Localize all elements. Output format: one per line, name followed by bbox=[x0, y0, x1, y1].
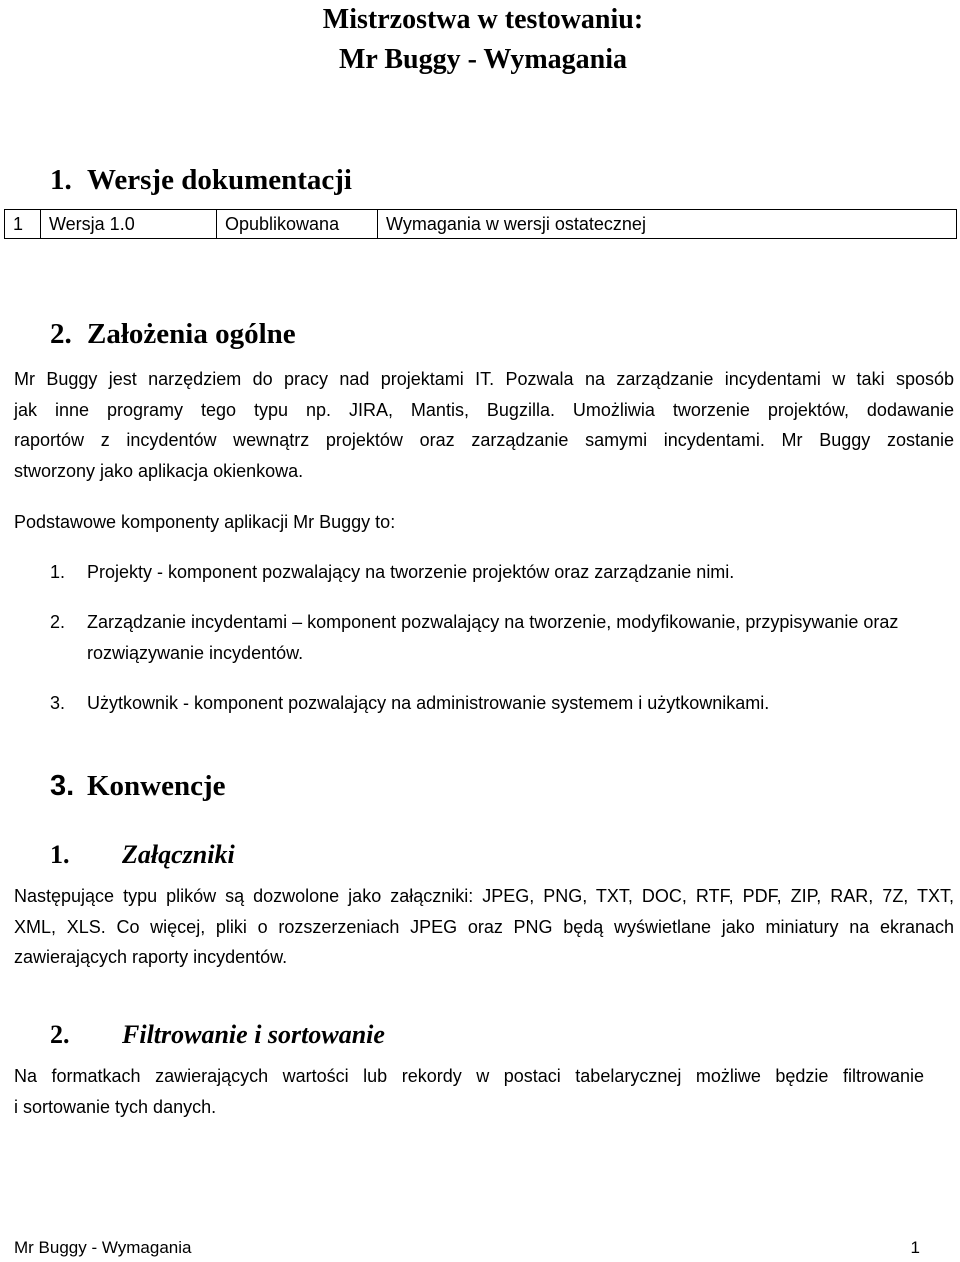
text-line: zawierających raporty incydentów. bbox=[14, 947, 288, 967]
general-description bbox=[14, 364, 954, 486]
table-cell-description: Wymagania w wersji ostatecznej bbox=[378, 210, 957, 239]
list-number: 2. bbox=[50, 612, 66, 632]
table-cell-status: Opublikowana bbox=[217, 210, 378, 239]
footer-title: Mr Buggy - Wymagania bbox=[14, 1238, 192, 1257]
section-title: Wersje dokumentacji bbox=[87, 164, 352, 196]
list-item bbox=[50, 688, 955, 719]
page-number: 1 bbox=[910, 1238, 920, 1257]
filtering-description bbox=[14, 1061, 924, 1122]
section-number: 3. bbox=[50, 770, 75, 802]
list-text: Użytkownik - komponent pozwalający na administrowanie systemem i użytkownikami. bbox=[87, 693, 770, 713]
page-title-line-2: Mr Buggy - Wymagania bbox=[338, 44, 628, 75]
list-item bbox=[50, 607, 955, 669]
section-title: Założenia ogólne bbox=[87, 318, 296, 350]
section-heading-versions bbox=[50, 162, 352, 198]
page-title bbox=[0, 0, 960, 80]
section-heading-general bbox=[50, 316, 296, 352]
section-number: 2. bbox=[50, 318, 72, 350]
section-heading-conventions bbox=[50, 768, 226, 804]
table-row bbox=[5, 210, 957, 239]
text-line: stworzony jako aplikacja okienkowa. bbox=[14, 460, 304, 481]
page-footer bbox=[14, 1235, 920, 1261]
subsection-title: Załączniki bbox=[122, 840, 235, 869]
text-line: raportów z incydentów wewnątrz projektów oraz zarządzanie samymi incydentami. Mr Buggy zostanie bbox=[14, 430, 954, 450]
text-line: Następujące typu plików są dozwolone jako załączniki: JPEG, PNG, TXT, DOC, RTF, PDF, ZIP, RAR, 7Z, TXT, bbox=[14, 886, 954, 906]
list-text: Projekty - komponent pozwalający na tworzenie projektów oraz zarządzanie nimi. bbox=[87, 562, 735, 582]
list-item bbox=[50, 557, 955, 588]
page-title-line-1: Mistrzostwa w testowaniu: bbox=[322, 4, 644, 35]
section-number: 1. bbox=[50, 164, 72, 196]
components-heading: Podstawowe komponenty aplikacji Mr Buggy to: bbox=[14, 512, 396, 532]
section-title: Konwencje bbox=[87, 770, 226, 802]
subsection-title: Filtrowanie i sortowanie bbox=[122, 1020, 385, 1049]
list-number: 1. bbox=[50, 562, 66, 582]
subsection-number: 2. bbox=[50, 1020, 70, 1049]
subsection-heading-filtering bbox=[50, 1019, 385, 1051]
subsection-number: 1. bbox=[50, 840, 70, 869]
versions-table bbox=[4, 209, 957, 239]
text-line: Na formatkach zawierających wartości lub rekordy w postaci tabelarycznej możliwe będzie filtrowanie bbox=[14, 1066, 924, 1086]
list-text: Zarządzanie incydentami – komponent pozwalający na tworzenie, modyfikowanie, przypisywanie oraz rozwiązywanie incydentów. bbox=[87, 612, 899, 663]
table-cell-version: Wersja 1.0 bbox=[41, 210, 217, 239]
text-line: Mr Buggy jest narzędziem do pracy nad projektami IT. Pozwala na zarządzanie incydentami w taki sposób bbox=[14, 369, 954, 389]
text-line: i sortowanie tych danych. bbox=[14, 1096, 217, 1117]
attachments-description bbox=[14, 881, 954, 973]
text-line: XML, XLS. Co więcej, pliki o rozszerzeniach JPEG oraz PNG będą wyświetlane jako miniatury na ekranach bbox=[14, 916, 954, 937]
subsection-heading-attachments bbox=[50, 839, 235, 871]
table-cell-number: 1 bbox=[5, 210, 41, 239]
text-line: jak inne programy tego typu np. JIRA, Mantis, Bugzilla. Umożliwia tworzenie projektów, dodawanie bbox=[14, 399, 954, 420]
list-number: 3. bbox=[50, 693, 66, 713]
